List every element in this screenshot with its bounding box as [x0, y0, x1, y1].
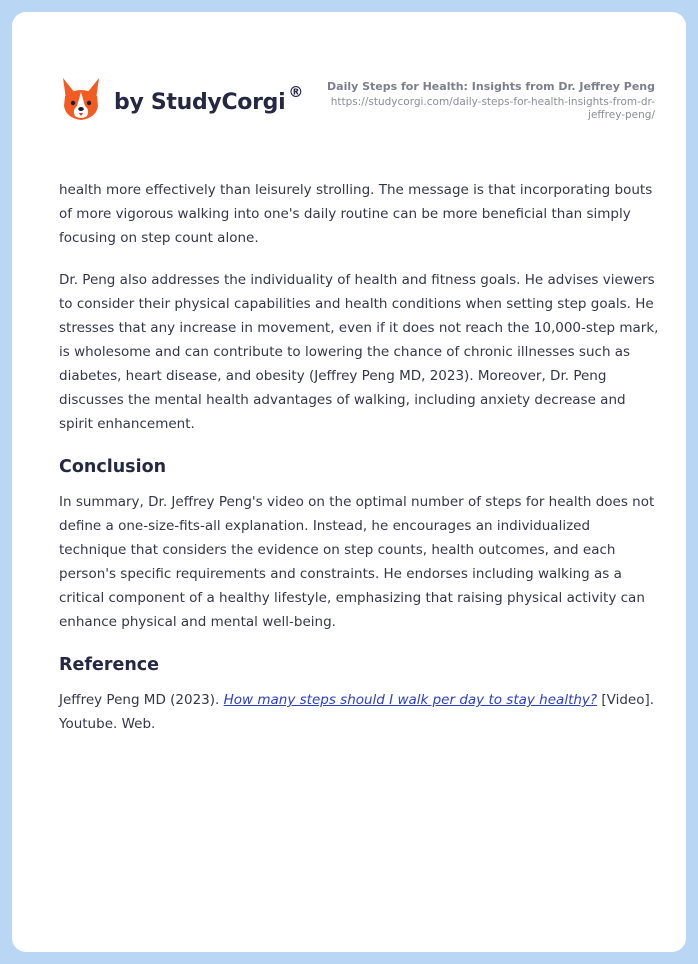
document-header-meta [295, 79, 655, 122]
conclusion-heading: Conclusion [59, 457, 167, 477]
reference-entry [59, 688, 659, 736]
registered-mark: ® [288, 82, 304, 101]
reference-suffix: [Video]. Youtube. Web. [59, 692, 655, 732]
conclusion-paragraph: In summary, Dr. Jeffrey Peng's video on the optimal number of steps for health does not define a one-size-fits-all explanation. Instead, he encourages an individualized technique that considers the evidence on step counts, health outcomes, and each person's specific requirements and constraints. He endorses including walking as a critical component of a healthy lifestyle, emphasizing that raising physical activity can enhance physical and mental well-being. [59, 494, 655, 630]
reference-author: Jeffrey Peng MD (2023). [59, 692, 224, 708]
reference-link[interactable]: How many steps should I walk per day to stay healthy? [223, 692, 598, 708]
document-body [59, 178, 659, 754]
body-paragraph-2: Dr. Peng also addresses the individuality of health and fitness goals. He advises viewers to consider their physical capabilities and health conditions when setting step goals. He stresses that any increase in movement, even if it does not reach the 10,000-step mark, is wholesome and can contribute to lowering the chance of chronic illnesses such as diabetes, heart disease, and obesity (Jeffrey Peng MD, 2023). Moreover, Dr. Peng discusses the mental health advantages of walking, including anxiety decrease and spirit enhancement. [59, 272, 659, 432]
document-title: Daily Steps for Health: Insights from Dr. Jeffrey Peng [327, 80, 655, 93]
studycorgi-logo[interactable] [60, 76, 303, 122]
corgi-icon [60, 76, 102, 122]
body-paragraph-1: health more effectively than leisurely strolling. The message is that incorporating bouts of more vigorous walking into one's daily routine can be more beneficial than simply focusing on step count alone. [59, 182, 653, 246]
brand-name: by StudyCorgi ® [114, 82, 304, 115]
document-url[interactable]: https://studycorgi.com/daily-steps-for-health-insights-from-dr-jeffrey-peng/ [330, 96, 655, 121]
document-page [12, 12, 686, 952]
reference-heading: Reference [59, 655, 160, 675]
